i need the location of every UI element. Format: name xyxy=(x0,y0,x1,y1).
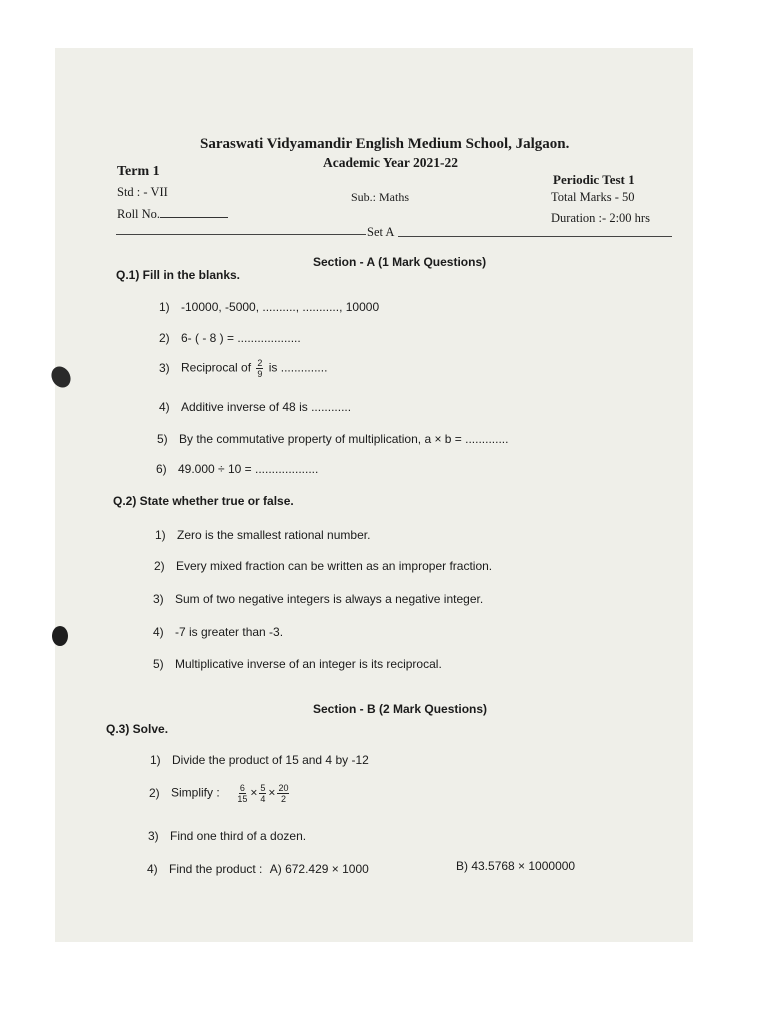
item-text: Multiplicative inverse of an integer is its reciprocal. xyxy=(175,657,442,671)
total-marks: Total Marks - 50 xyxy=(551,190,635,204)
item-text: By the commutative property of multiplication, a × b = ............. xyxy=(179,432,509,446)
q3-item xyxy=(149,783,291,804)
item-text: 6- ( - 8 ) = ................... xyxy=(181,331,301,345)
item-number: 4) xyxy=(159,400,170,414)
q3-item xyxy=(147,862,369,876)
fraction xyxy=(259,783,266,804)
subject-label: Sub.: Maths xyxy=(351,190,410,204)
item-text: 49.000 ÷ 10 = ................... xyxy=(178,462,319,476)
numerator: 5 xyxy=(260,783,266,793)
q1-item xyxy=(157,432,508,446)
item-text: -7 is greater than -3. xyxy=(175,625,284,639)
q1-item xyxy=(156,462,318,476)
item-number: 5) xyxy=(157,432,168,446)
item-text: Every mixed fraction can be written as an improper fraction. xyxy=(176,559,493,573)
item-number: 2) xyxy=(159,331,170,345)
fraction xyxy=(277,783,289,804)
item-number: 1) xyxy=(159,300,170,314)
item-number: 3) xyxy=(159,360,170,375)
fraction xyxy=(256,358,263,379)
numerator: 2 xyxy=(257,358,263,368)
item-number: 1) xyxy=(155,528,166,542)
numerator: 6 xyxy=(239,783,245,793)
denominator: 4 xyxy=(260,794,266,804)
numerator: 20 xyxy=(278,783,289,793)
header-rule-left xyxy=(116,234,366,235)
academic-year: Academic Year 2021-22 xyxy=(323,155,458,170)
q2-heading: Q.2) State whether true or false. xyxy=(113,494,294,508)
q1-item xyxy=(159,331,301,345)
std-label: Std : - VII xyxy=(117,185,168,199)
times-sign: × xyxy=(268,785,276,800)
item-text-after: is .............. xyxy=(268,360,328,375)
denominator: 2 xyxy=(280,794,286,804)
denominator: 15 xyxy=(237,794,248,804)
section-a-title: Section - A (1 Mark Questions) xyxy=(313,255,487,269)
header-rule-right xyxy=(398,236,672,237)
item-text: Find one third of a dozen. xyxy=(170,829,307,843)
q1-item xyxy=(159,400,351,414)
q2-item xyxy=(153,592,483,606)
item-label: Find the product : xyxy=(169,862,263,876)
q1-item xyxy=(159,358,327,379)
item-number: 2) xyxy=(149,785,160,800)
item-number: 1) xyxy=(150,753,161,767)
q1-item xyxy=(159,300,379,314)
roll-no-blank xyxy=(160,206,228,218)
section-b-title: Section - B (2 Mark Questions) xyxy=(313,702,488,716)
q2-item xyxy=(155,528,370,542)
term-label: Term 1 xyxy=(117,164,160,179)
fraction xyxy=(236,783,248,804)
q2-item xyxy=(153,625,283,639)
item-text: Divide the product of 15 and 4 by -12 xyxy=(172,753,369,767)
product-a: A) 672.429 × 1000 xyxy=(269,862,369,876)
item-number: 4) xyxy=(153,625,164,639)
item-number: 4) xyxy=(147,862,158,876)
q2-item xyxy=(154,559,492,573)
roll-no xyxy=(117,206,228,222)
item-text: Sum of two negative integers is always a negative integer. xyxy=(175,592,484,606)
item-label: Simplify : xyxy=(171,785,220,800)
q1-heading: Q.1) Fill in the blanks. xyxy=(116,268,241,282)
item-number: 3) xyxy=(153,592,164,606)
set-label: Set A xyxy=(367,225,395,239)
item-number: 6) xyxy=(156,462,167,476)
school-name: Saraswati Vidyamandir English Medium School, Jalgaon. xyxy=(200,136,570,152)
duration: Duration :- 2:00 hrs xyxy=(551,211,650,225)
item-text: Zero is the smallest rational number. xyxy=(177,528,371,542)
item-text: Reciprocal of xyxy=(181,360,252,375)
q3-heading: Q.3) Solve. xyxy=(106,722,169,736)
item-number: 2) xyxy=(154,559,165,573)
product-b: B) 43.5768 × 1000000 xyxy=(456,859,576,873)
times-sign: × xyxy=(250,785,258,800)
denominator: 9 xyxy=(257,369,263,379)
test-name: Periodic Test 1 xyxy=(553,172,635,187)
q3-item xyxy=(150,753,369,767)
q2-item xyxy=(153,657,442,671)
item-text: Additive inverse of 48 is ............ xyxy=(181,400,352,414)
item-number: 5) xyxy=(153,657,164,671)
item-number: 3) xyxy=(148,829,159,843)
roll-no-label: Roll No. xyxy=(117,207,161,221)
item-text: -10000, -5000, .........., ..........., 10000 xyxy=(181,300,380,314)
q3-item xyxy=(148,829,306,843)
punch-hole-mark xyxy=(52,626,68,646)
